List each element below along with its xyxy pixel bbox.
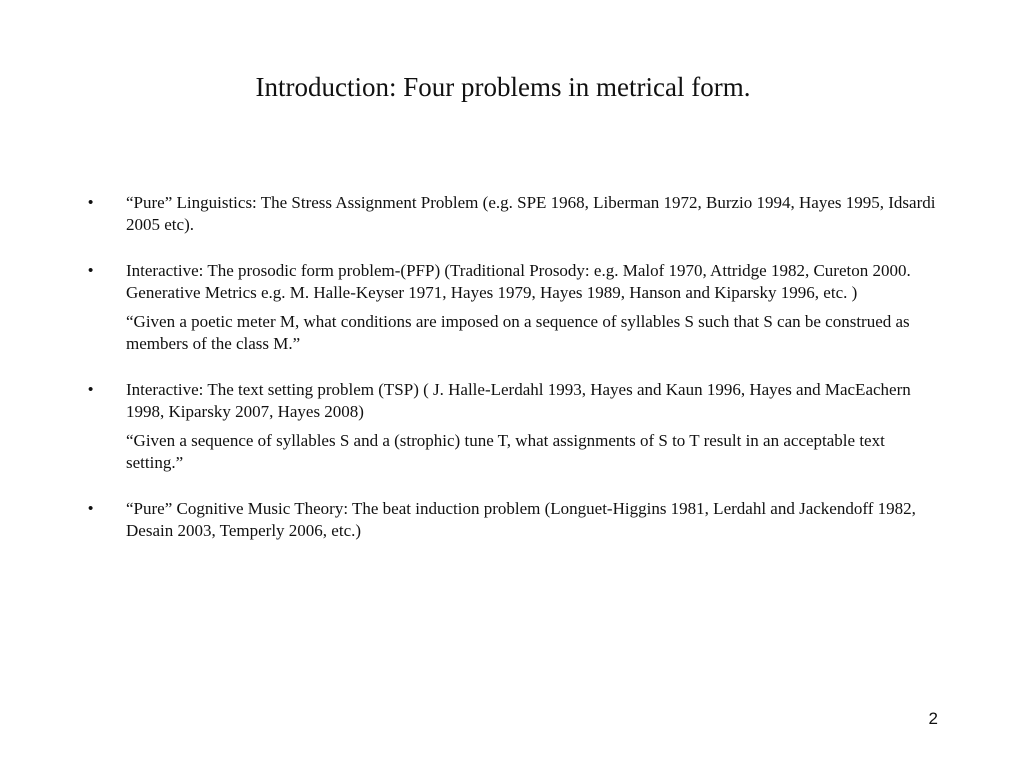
bullet-quote: “Given a poetic meter M, what conditions are imposed on a sequence of syllables S such that S can be construed as members of the class M.” bbox=[126, 312, 910, 353]
bullet-item-prosodic-form bbox=[88, 260, 938, 355]
slide-number: 2 bbox=[928, 709, 938, 728]
bullet-text: Interactive: The text setting problem (TSP) ( J. Halle-Lerdahl 1993, Hayes and Kaun 1996, Hayes and MacEachern 1998, Kiparsky 2007, Hayes 2008) bbox=[126, 380, 911, 421]
bullet-item-beat-induction bbox=[88, 498, 938, 542]
bullet-list bbox=[88, 192, 938, 566]
bullet-item-stress-assignment bbox=[88, 192, 938, 236]
bullet-icon: • bbox=[88, 194, 94, 211]
bullet-icon: • bbox=[88, 262, 94, 279]
bullet-text: “Pure” Linguistics: The Stress Assignment Problem (e.g. SPE 1968, Liberman 1972, Burzio 1994, Hayes 1995, Idsardi 2005 etc). bbox=[126, 193, 936, 234]
slide-title: Introduction: Four problems in metrical form. bbox=[255, 72, 751, 102]
bullet-quote: “Given a sequence of syllables S and a (strophic) tune T, what assignments of S to T result in an acceptable text setting.” bbox=[126, 431, 885, 472]
bullet-icon: • bbox=[88, 500, 94, 517]
bullet-item-text-setting bbox=[88, 379, 938, 474]
bullet-text: Interactive: The prosodic form problem-(PFP) (Traditional Prosody: e.g. Malof 1970, Attridge 1982, Cureton 2000. Generative Metrics e.g. M. Halle-Keyser 1971, Hayes 1979, Hayes 1989, Hanson and Kiparsky 1996, etc. ) bbox=[126, 261, 911, 302]
bullet-icon: • bbox=[88, 381, 94, 398]
bullet-text: “Pure” Cognitive Music Theory: The beat induction problem (Longuet-Higgins 1981, Lerdahl and Jackendoff 1982, Desain 2003, Temperly 2006, etc.) bbox=[126, 499, 916, 540]
